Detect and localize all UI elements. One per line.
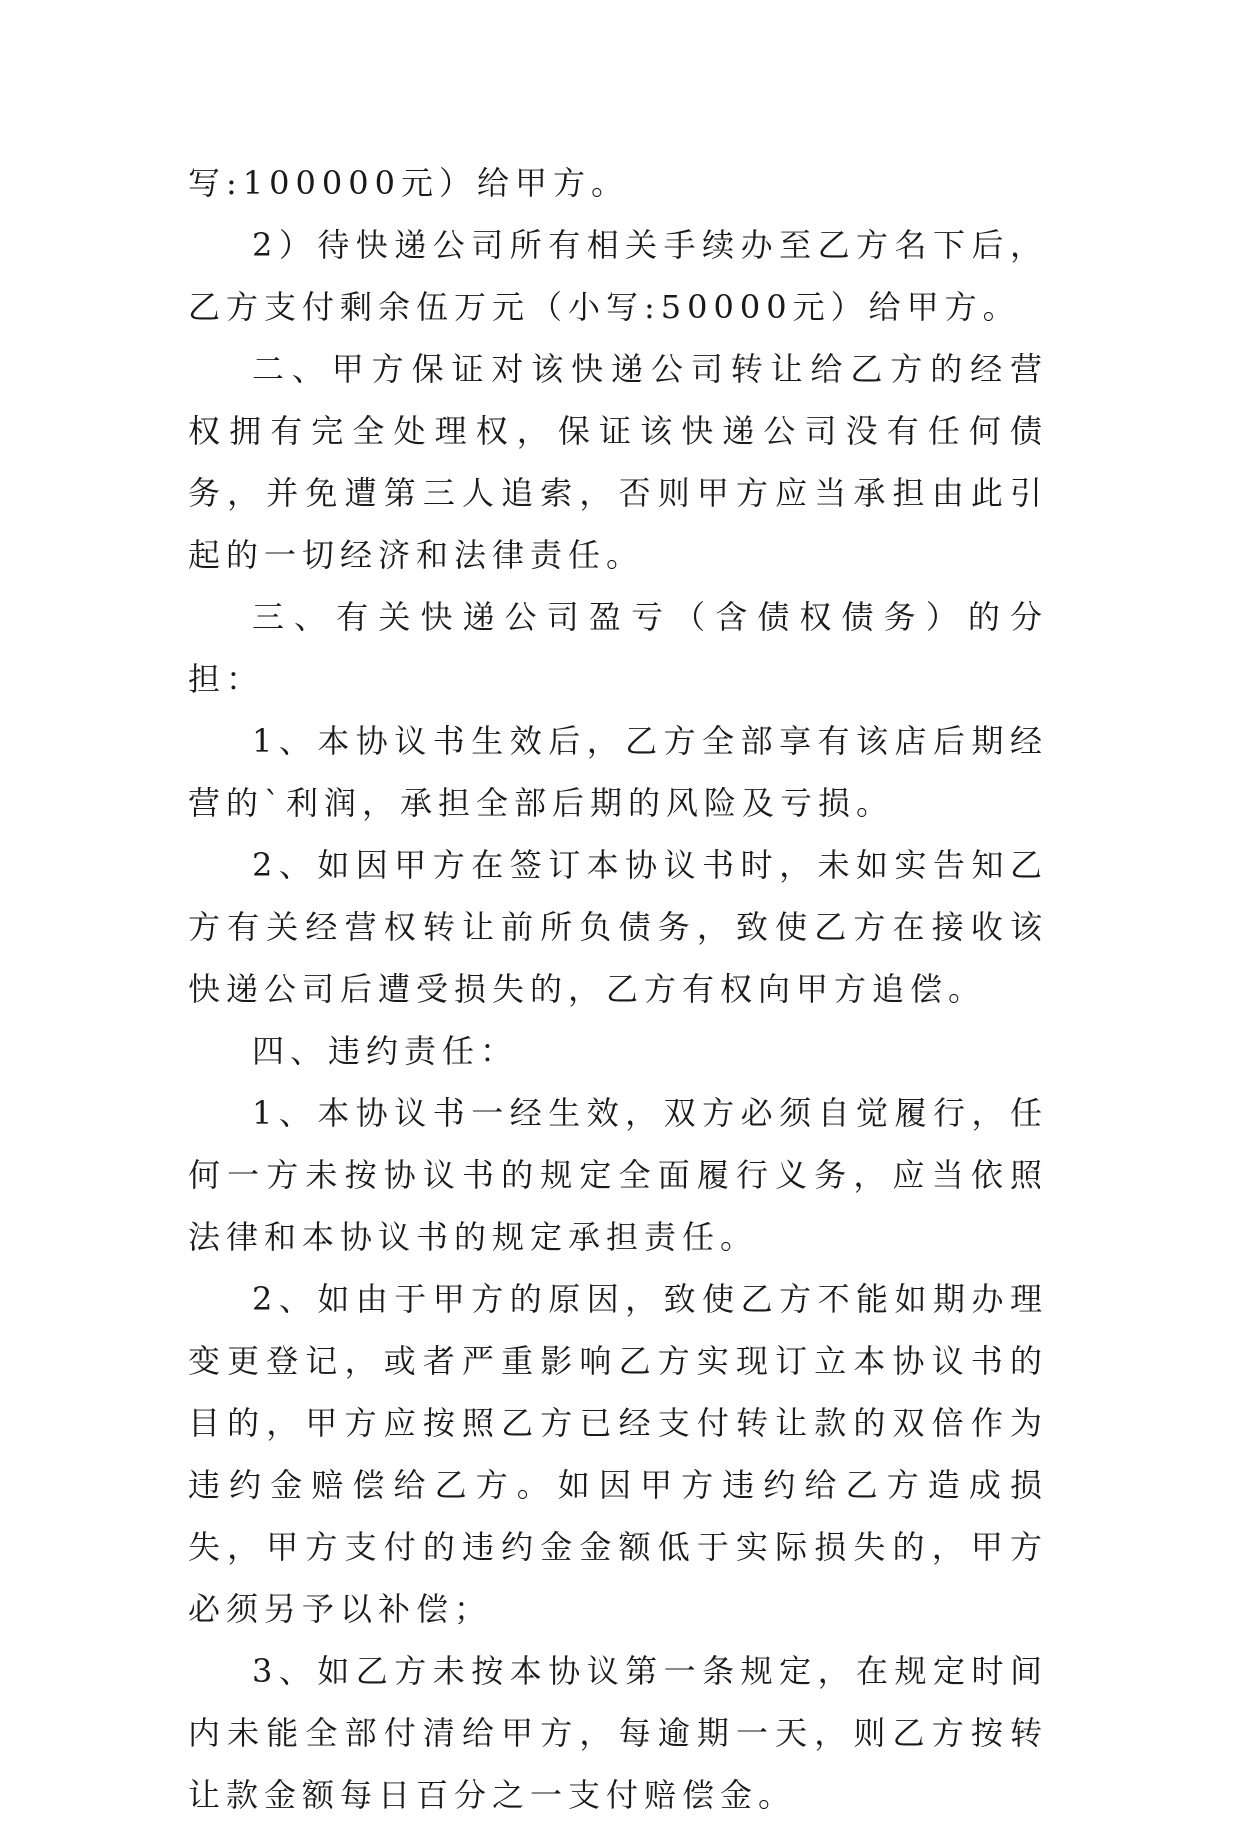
paragraph: 2、如因甲方在签订本协议书时，未如实告知乙方有关经营权转让前所负债务，致使乙方在接收该快递公司后遭受损失的，乙方有权向甲方追偿。 (188, 846, 1048, 1008)
paragraph: 三、有关快递公司盈亏（含债权债务）的分担： (188, 598, 1048, 698)
paragraph: 1、本协议书生效后，乙方全部享有该店后期经营的`利润，承担全部后期的风险及亏损。 (188, 722, 1048, 822)
paragraph: 2、如由于甲方的原因，致使乙方不能如期办理变更登记，或者严重影响乙方实现订立本协议书的目的，甲方应按照乙方已经支付转让款的双倍作为违约金赔偿给乙方。如因甲方违约给乙方造成损失，甲方支付的违约金金额低于实际损失的，甲方必须另予以补偿； (188, 1280, 1048, 1628)
paragraph: 3、如乙方未按本协议第一条规定，在规定时间内未能全部付清给甲方，每逾期一天，则乙方按转让款金额每日百分之一支付赔偿金。 (188, 1652, 1048, 1814)
paragraph: 二、甲方保证对该快递公司转让给乙方的经营权拥有完全处理权，保证该快递公司没有任何债务，并免遭第三人追索，否则甲方应当承担由此引起的一切经济和法律责任。 (188, 350, 1048, 574)
paragraph: 写:100000元）给甲方。 (188, 164, 629, 202)
paragraph: 2）待快递公司所有相关手续办至乙方名下后，乙方支付剩余伍万元（小写:50000元）给甲方。 (188, 226, 1048, 326)
paragraph: 1、本协议书一经生效，双方必须自觉履行，任何一方未按协议书的规定全面履行义务，应当依照法律和本协议书的规定承担责任。 (188, 1094, 1048, 1256)
document-body (188, 152, 1048, 1826)
paragraph: 四、违约责任： (252, 1032, 519, 1070)
